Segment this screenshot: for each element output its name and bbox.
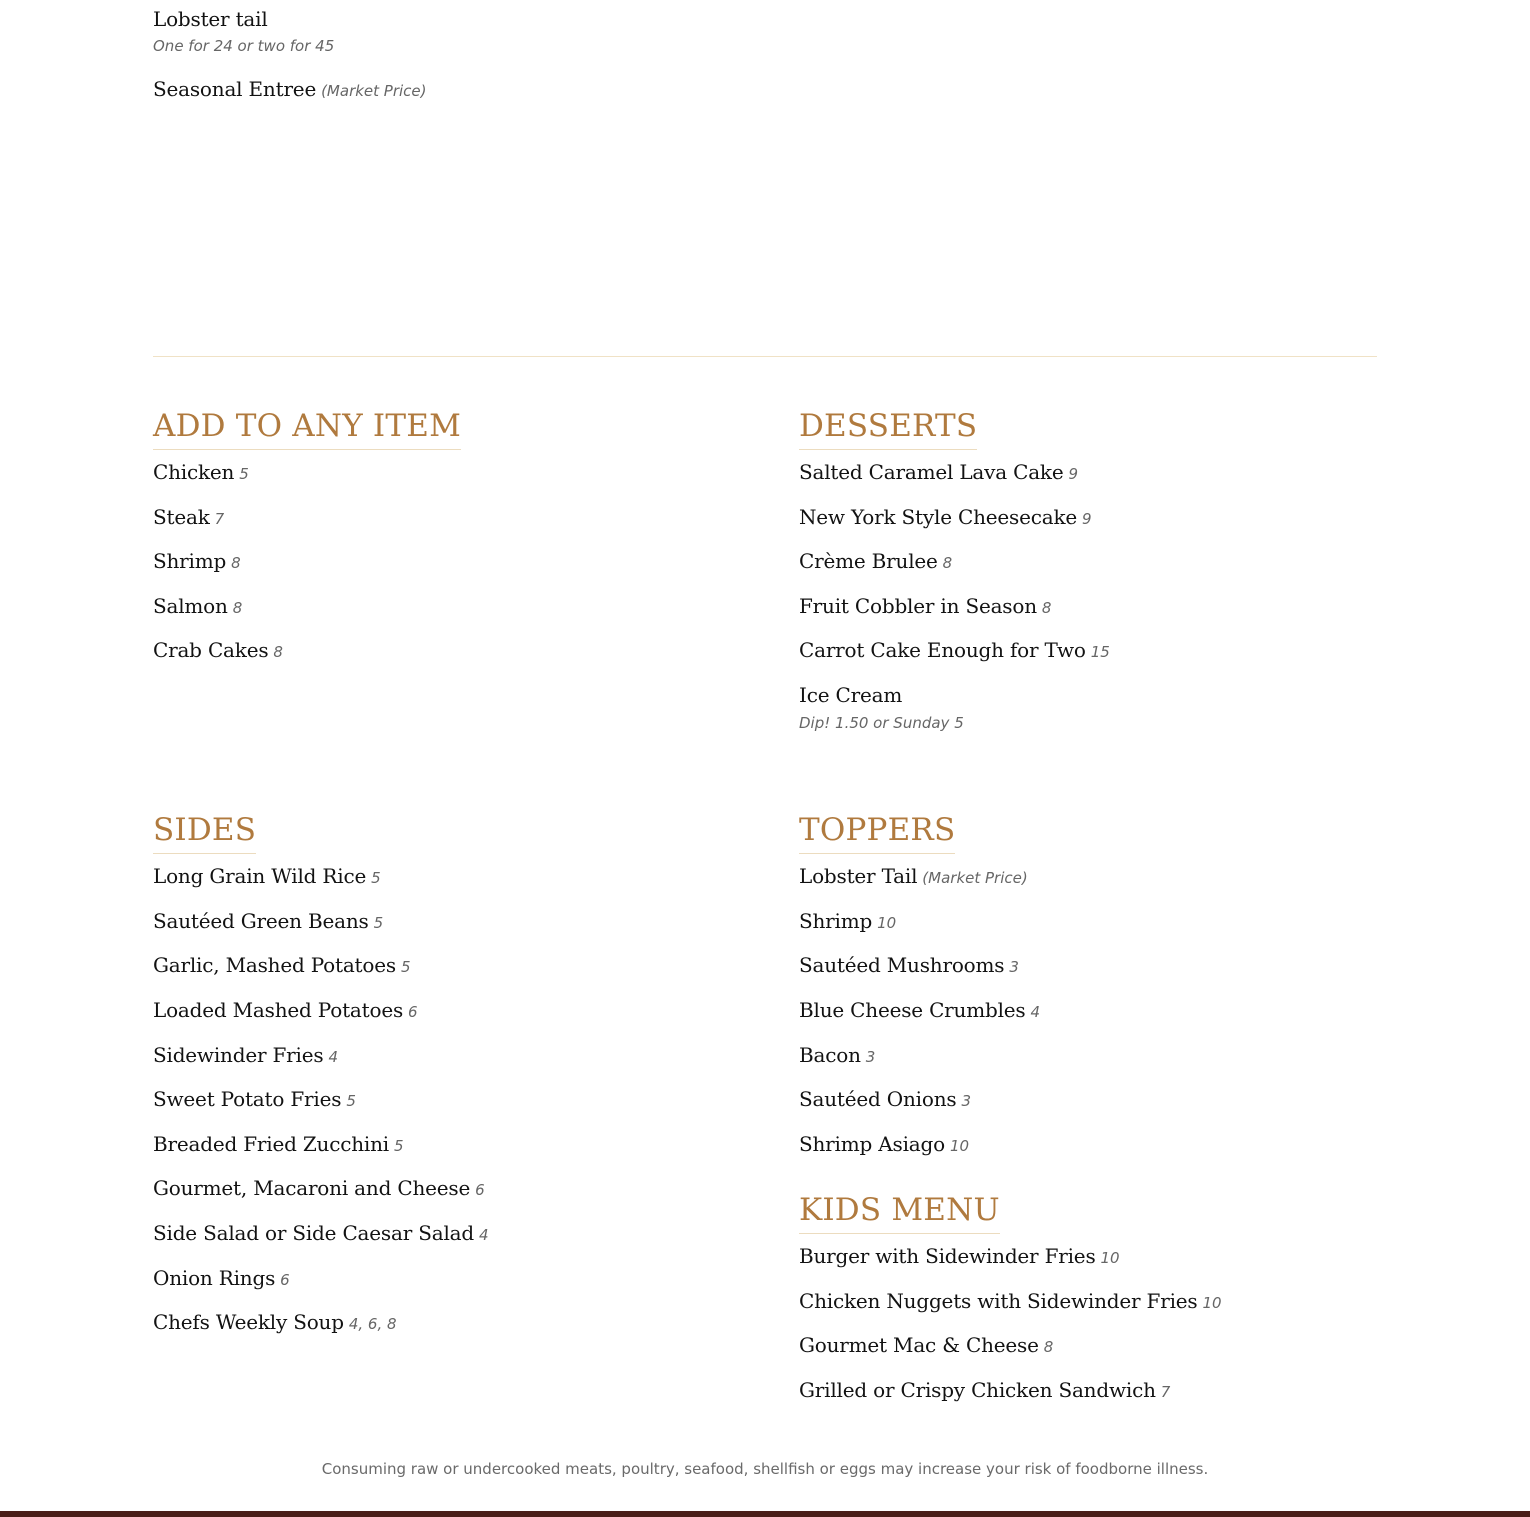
menu-item [153,908,383,936]
item-price: 9 [1082,510,1092,528]
item-name: Salted Caramel Lava Cake [799,460,1064,484]
item-name: Grilled or Crispy Chicken Sandwich [799,1378,1156,1402]
item-price: 5 [393,1137,404,1155]
foodborne-illness-disclaimer: Consuming raw or undercooked meats, poultry, seafood, shellfish or eggs may increase your risk of foodborne illness. [321,1460,1209,1478]
item-price: 5 [373,914,384,932]
item-name: Breaded Fried Zucchini [153,1132,389,1156]
item-name: Gourmet Mac & Cheese [799,1333,1039,1357]
item-price: 10 [1202,1294,1222,1312]
item-name: Salmon [153,594,228,618]
item-name: Onion Rings [153,1266,276,1290]
item-price: 8 [232,599,243,617]
menu-item [153,548,241,576]
item-note: Dip! 1.50 or Sunday 5 [799,714,964,732]
item-name: Sautéed Mushrooms [799,953,1005,977]
section-heading-kids-menu: KIDS MENU [799,1192,1000,1234]
item-name: Ice Cream [799,683,903,707]
item-name: Carrot Cake Enough for Two [799,638,1086,662]
menu-item [799,593,1051,621]
item-name: Chicken Nuggets with Sidewinder Fries [799,1289,1198,1313]
menu-item [799,1042,875,1070]
item-price: 6 [475,1181,485,1199]
item-name: Bacon [799,1043,861,1067]
item-price: 15 [1090,643,1110,661]
item-price: 10 [877,914,897,932]
item-name: Shrimp [799,909,873,933]
item-name: Sidewinder Fries [153,1043,324,1067]
item-price: 9 [1068,465,1079,483]
menu-item [153,1265,290,1293]
item-price: 4 [1030,1003,1041,1021]
item-price: 4 [478,1226,489,1244]
menu-item [799,548,952,576]
menu-item [799,997,1040,1025]
menu-item [153,1220,489,1248]
item-name: Shrimp Asiago [799,1132,945,1156]
item-name: Blue Cheese Crumbles [799,998,1026,1022]
item-name: Chefs Weekly Soup [153,1310,344,1334]
menu-item [153,76,427,104]
item-note: One for 24 or two for 45 [153,37,335,55]
item-price: 8 [1041,599,1052,617]
section-divider [153,356,1377,357]
section-heading-toppers: TOPPERS [799,812,955,854]
item-name: Lobster Tail [799,864,918,888]
item-price: 6 [408,1003,418,1021]
item-price: (Market Price) [922,869,1028,887]
item-name: Gourmet, Macaroni and Cheese [153,1176,471,1200]
menu-item [799,1377,1170,1405]
menu-item [799,863,1028,891]
menu-item [153,504,224,532]
menu-item [799,1131,969,1159]
item-name: Sautéed Onions [799,1087,957,1111]
item-price: 5 [346,1092,356,1110]
item-price: 8 [942,554,953,572]
menu-item [799,1332,1053,1360]
item-name: Sweet Potato Fries [153,1087,342,1111]
item-price: 8 [1043,1338,1054,1356]
menu-item [153,1042,338,1070]
item-name: Garlic, Mashed Potatoes [153,953,396,977]
item-price: 4 [328,1048,338,1066]
item-price: 7 [1160,1383,1171,1401]
menu-item [799,637,1110,665]
item-price: 5 [239,465,249,483]
item-name: New York Style Cheesecake [799,505,1078,529]
item-price: (Market Price) [321,82,427,100]
item-price: 5 [400,958,411,976]
item-name: Steak [153,505,210,529]
menu-item [153,1309,397,1337]
item-name: Fruit Cobbler in Season [799,594,1037,618]
menu-item [153,1131,404,1159]
menu-item [153,952,411,980]
menu-item [153,863,381,891]
menu-item [153,637,283,665]
item-name: Seasonal Entree [153,77,317,101]
menu-item [153,6,268,32]
item-price: 5 [371,869,381,887]
item-price: 3 [1009,958,1019,976]
menu-item [153,1175,485,1203]
menu-item [153,997,418,1025]
item-price: 3 [865,1048,876,1066]
item-price: 6 [280,1271,290,1289]
item-name: Loaded Mashed Potatoes [153,998,404,1022]
menu-item [799,1086,971,1114]
item-name: Crème Brulee [799,549,938,573]
section-heading-desserts: DESSERTS [799,408,977,450]
item-price: 4, 6, 8 [348,1315,397,1333]
item-price: 10 [1100,1249,1120,1267]
item-price: 3 [961,1092,971,1110]
menu-item [153,459,249,487]
item-name: Long Grain Wild Rice [153,864,367,888]
item-name: Lobster tail [153,7,268,31]
menu-item [799,1288,1222,1316]
item-name: Burger with Sidewinder Fries [799,1244,1096,1268]
item-price: 8 [231,554,241,572]
item-name: Shrimp [153,549,227,573]
menu-item [799,1243,1120,1271]
section-heading-sides: SIDES [153,812,256,854]
menu-item [799,682,902,708]
menu-item [153,1086,356,1114]
menu-item [153,593,242,621]
menu-item [799,908,896,936]
menu-item [799,952,1019,980]
item-price: 7 [214,510,225,528]
item-price: 8 [273,643,283,661]
item-name: Crab Cakes [153,638,269,662]
menu-item [799,504,1092,532]
item-price: 10 [949,1137,970,1155]
item-name: Sautéed Green Beans [153,909,369,933]
item-name: Side Salad or Side Caesar Salad [153,1221,474,1245]
menu-item [799,459,1078,487]
section-heading-add-to-any-item: ADD TO ANY ITEM [153,408,461,450]
footer-bar [0,1511,1530,1517]
item-name: Chicken [153,460,235,484]
